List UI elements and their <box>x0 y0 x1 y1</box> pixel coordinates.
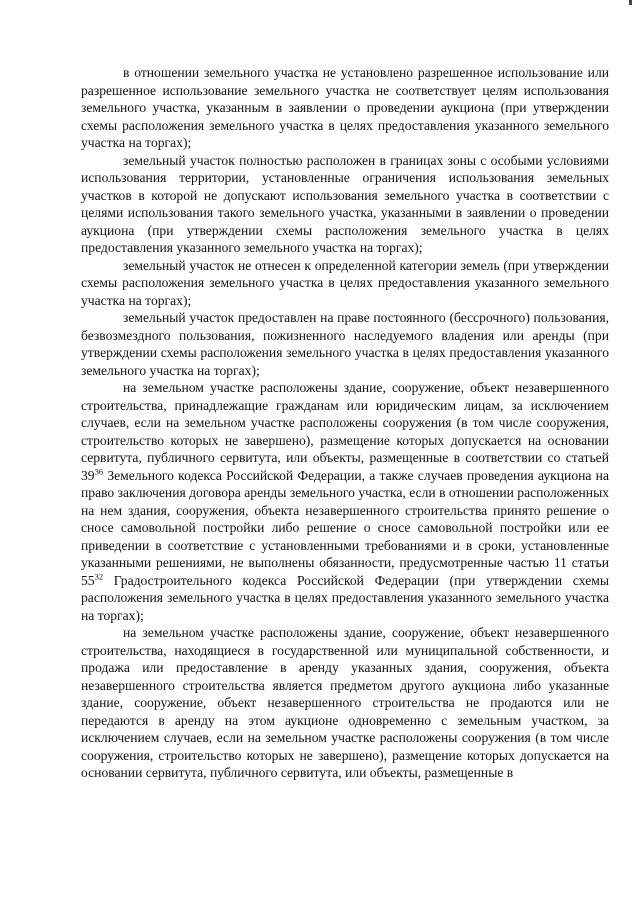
paragraph-state-buildings: на земельном участке расположены здание, сооружение, объект незавершенного строительства, находящиеся в государственной или муниципальной собственности, и продажа или предоставление в аренду указанных здания, сооружения, объекта незавершенного строительства является предметом другого аукциона либо указанные здание, сооружение, объект незавершенного строительства не продаются или не передаются в аренду на этом аукционе одновременно с земельным участком, за исключением случаев, если на земельном участке расположены сооружения (в том числе сооружения, строительство которых не завершено), размещение которых допускается на основании сервитута, публичного сервитута, или объекты, размещенные в <box>81 625 609 780</box>
paragraph-no-permitted-use: в отношении земельного участка не установлено разрешенное использование или разрешенное использование земельного участка не соответствует целям использования земельного участка, указанным в заявлении о проведении аукциона (при утверждении схемы расположения земельного участка в целях предоставления указанного земельного участка на торгах); <box>81 65 609 150</box>
document-body <box>81 64 609 782</box>
scan-artifact-mark <box>629 0 632 5</box>
paragraph-no-land-category: земельный участок не отнесен к определенной категории земель (при утверждении схемы расположения земельного участка в целях предоставления указанного земельного участка на торгах); <box>81 257 609 308</box>
article-superscript-39-36: 36 <box>94 465 104 476</box>
paragraph-private-buildings-part-1: на земельном участке расположены здание, сооружение, объект незавершенного строительства, принадлежащие гражданам или юридическим лицам, за исключением случаев, если на земельном участке расположены сооружения (в том числе сооружения, строительство которых не завершено), размещение которых допускается на основании сервитута, публичного сервитута, или объекты, размещенные в соответствии со статьей 39 <box>81 380 609 483</box>
article-superscript-55-32: 32 <box>94 570 104 581</box>
paragraph-private-buildings-part-3: Градостроительного кодекса Российской Федерации (при утверждении схемы расположения земельного участка в целях предоставления указанного земельного участка на торгах); <box>81 572 609 623</box>
paragraph-permanent-use-rights: земельный участок предоставлен на праве постоянного (бессрочного) пользования, безвозмездного пользования, пожизненного наследуемого владения или аренды (при утверждении схемы расположения земельного участка в целях предоставления указанного земельного участка на торгах); <box>81 310 609 378</box>
paragraph-special-zone: земельный участок полностью расположен в границах зоны с особыми условиями использования территории, установленные ограничения использования земельных участков в которой не допускают использования земельного участка в соответствии с целями использования такого земельного участка, указанными в заявлении о проведении аукциона (при утверждении схемы расположения земельного участка в целях предоставления указанного земельного участка на торгах); <box>81 152 609 255</box>
paragraph-private-buildings <box>81 379 609 624</box>
paragraph-private-buildings-part-2: Земельного кодекса Российской Федерации, а также случаев проведения аукциона на право заключения договора аренды земельного участка, если в отношении расположенных на нем здания, сооружения, объекта незавершенного строительства принято решение о сносе самовольной постройки либо решение о сносе самовольной постройки или ее приведении в соответствие с установленными требованиями и в сроки, установленные указанными решениями, не выполнены обязанности, предусмотренные частью 11 статьи 55 <box>81 467 609 588</box>
